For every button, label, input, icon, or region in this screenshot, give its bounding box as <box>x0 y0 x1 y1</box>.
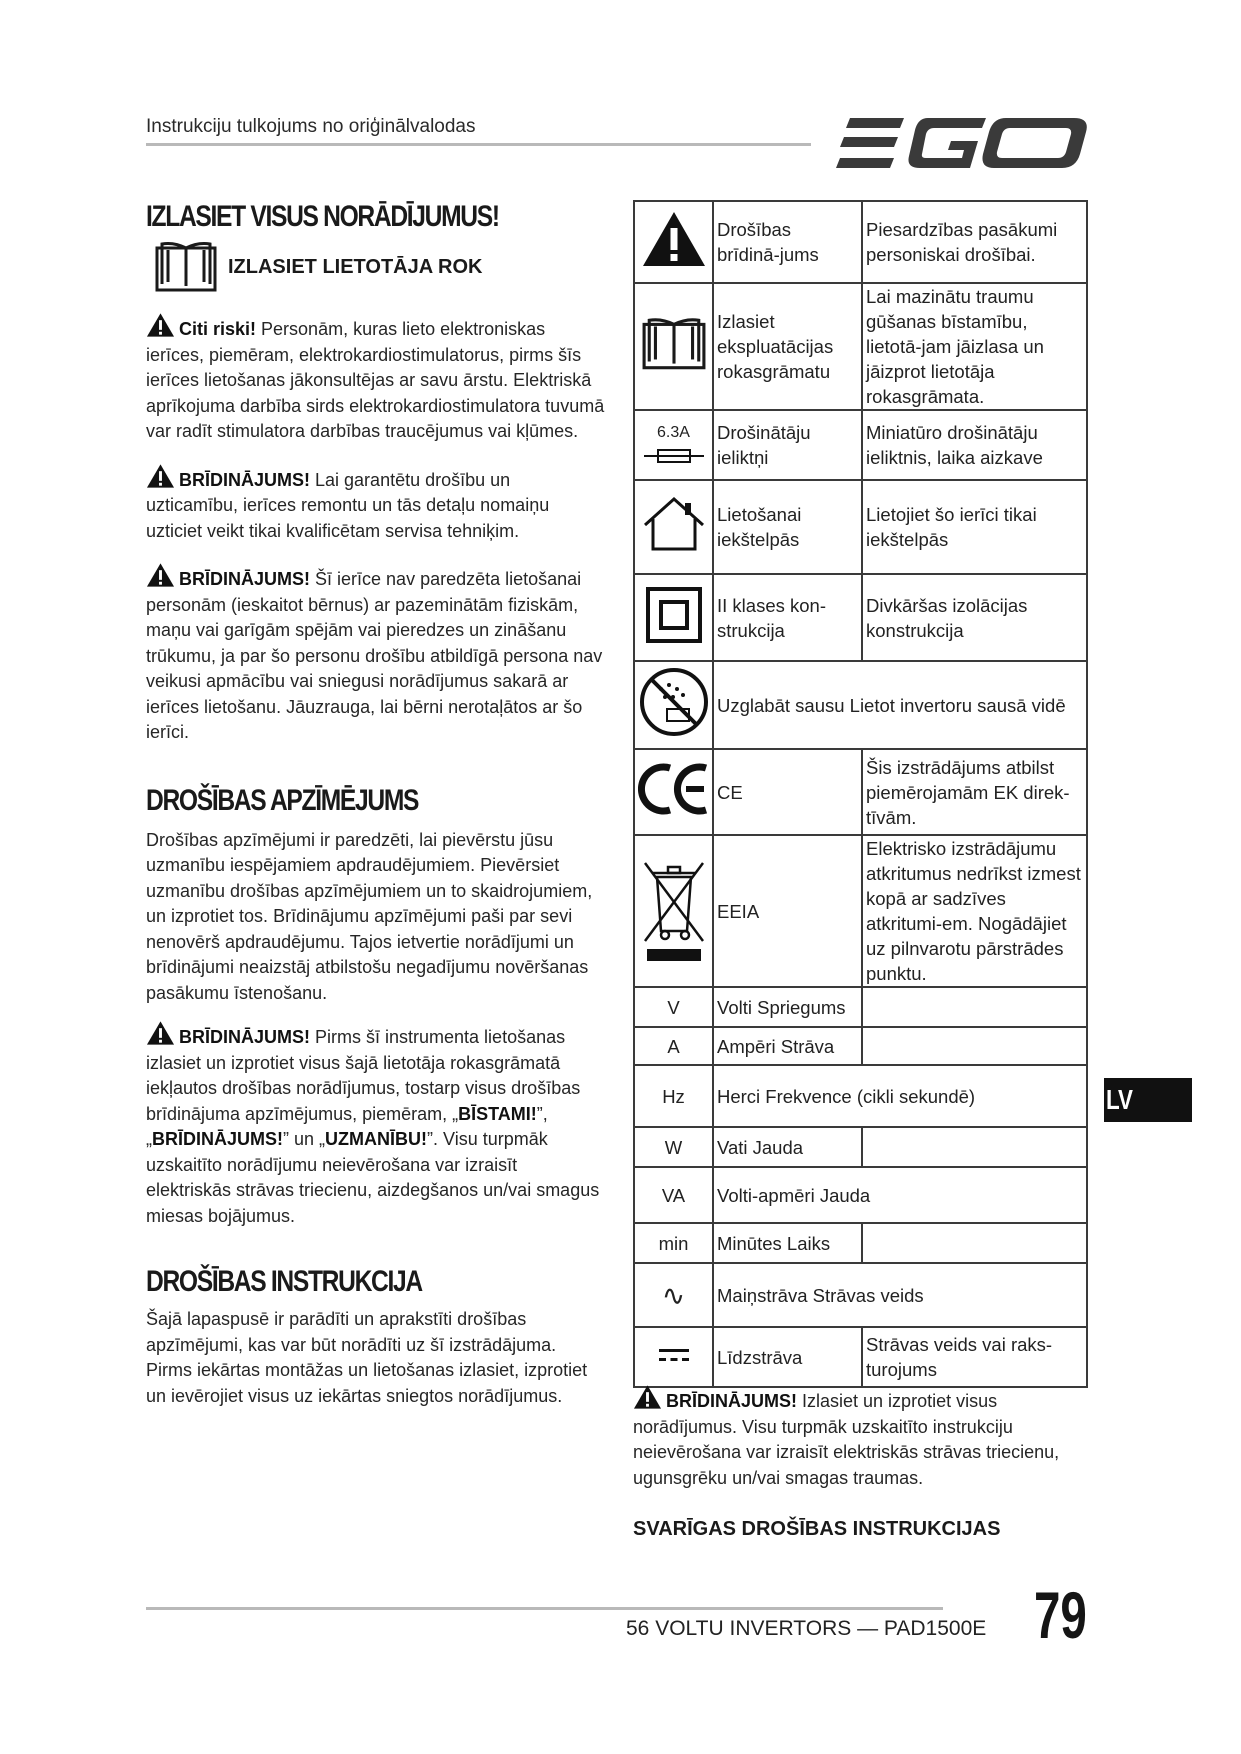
important-instructions-heading: SVARĪGAS DROŠĪBAS INSTRUKCIJAS <box>633 1518 1001 1540</box>
other-risks-title: Citi riski! <box>179 319 257 339</box>
symbol-name: II klases kon-strukcija <box>713 574 862 661</box>
table-row <box>634 835 1087 987</box>
safety-instructions-paragraph: Šajā lapaspusē ir parādīti un aprakstīti drošības apzīmējumi, kas var būt norādīti uz šī izstrādājuma. Pirms iekārtas montāžas un lietošanas izlasiet, izprotiet un ievērojiet visus uz iekārtas sniegtos norādījumus. <box>146 1309 588 1406</box>
warning-repair-text: Lai garantētu drošību un uzticamību, ierīces remontu un tās detaļu nomaiņu uzticiet veikt tikai kvalificētam servisa tehniķim. <box>146 469 550 541</box>
table-row <box>634 987 1087 1027</box>
symbol-meaning: Lai mazinātu traumu gūšanas bīstamību, lietotā-jam jāizlasa un jāizprot lietotāja rokasgrāmata. <box>862 283 1087 410</box>
warning-triangle-icon <box>146 463 175 489</box>
warning-signal-words-paragraph <box>146 1020 606 1229</box>
signal-word-danger: BĪSTAMI! <box>458 1103 537 1124</box>
language-tab <box>1104 1078 1192 1122</box>
bottom-warning-block <box>633 1384 1088 1491</box>
symbol-meaning <box>862 1127 1087 1167</box>
warning-title: BRĪDINĀJUMS! <box>179 1027 311 1047</box>
symbol-meaning <box>862 1027 1087 1065</box>
symbol-name: Volti Spriegums <box>713 987 862 1027</box>
symbol-cell: V <box>634 987 713 1027</box>
symbol-cell <box>634 749 713 835</box>
symbol-meaning: Lietojiet šo ierīci tikai iekštelpās <box>862 480 1087 574</box>
table-row <box>634 480 1087 574</box>
symbol-cell <box>634 283 713 410</box>
symbol-cell: A <box>634 1027 713 1065</box>
table-row <box>634 410 1087 480</box>
table-row <box>634 1327 1087 1387</box>
heading-safety-instructions: DROŠĪBAS INSTRUKCIJA <box>146 1265 422 1298</box>
safety-symbols-paragraph: Drošības apzīmējumi ir paredzēti, lai pievērstu jūsu uzmanību iespējamiem apdraudējumiem. Pievērsiet uzmanību drošības apzīmējumiem un to skaidrojumiem, un izprotiet tos. Brīdinājumu apzīmējumi paši par sevi nenovērš apdraudējumu. Tajos ietvertie norādījumi un brīdinājumi neaizstāj atbilstošu negadījumu novēršanas pasākumu īstenošanu. <box>146 829 593 1003</box>
symbol-cell <box>634 574 713 661</box>
page-number: 79 <box>1034 1578 1087 1652</box>
table-row <box>634 1167 1087 1223</box>
signal-word-caution: UZMANĪBU! <box>325 1129 428 1149</box>
warning-triangle-icon <box>146 562 175 588</box>
symbol-cell: VA <box>634 1167 713 1223</box>
fuse-rating: 6.3A <box>657 424 690 441</box>
symbol-meaning: Strāvas veids vai raks-turojums <box>862 1327 1087 1387</box>
ego-logo <box>836 114 1090 172</box>
warning-title: BRĪDINĀJUMS! <box>179 569 311 589</box>
class-ii-icon <box>645 586 703 644</box>
table-row <box>634 1027 1087 1065</box>
other-risks-paragraph <box>146 312 606 445</box>
warning-triangle-icon <box>641 210 707 268</box>
symbol-name: Volti-apmēri Jauda <box>713 1167 1087 1223</box>
heading-safety-symbols: DROŠĪBAS APZĪMĒJUMS <box>146 783 419 817</box>
symbol-name: Herci Frekvence (cikli sekundē) <box>713 1065 1087 1127</box>
symbol-cell <box>634 480 713 574</box>
symbol-cell: min <box>634 1223 713 1263</box>
symbol-name: Ampēri Strāva <box>713 1027 862 1065</box>
table-row <box>634 201 1087 283</box>
left-column <box>146 200 606 1409</box>
symbol-name: Izlasiet ekspluatācijas rokasgrāmatu <box>713 283 862 410</box>
symbol-name: CE <box>713 749 862 835</box>
symbol-name: Drošības brīdinā-jums <box>713 201 862 283</box>
table-row <box>634 1127 1087 1167</box>
table-row <box>634 661 1087 749</box>
dc-current-icon <box>657 1346 691 1364</box>
read-manual-label: IZLASIET LIETOTĀJA ROK <box>228 255 483 278</box>
footer-product: 56 VOLTU INVERTORS — PAD1500E <box>626 1617 987 1640</box>
warning-title: BRĪDINĀJUMS! <box>666 1391 798 1411</box>
symbol-meaning <box>862 1223 1087 1263</box>
symbol-cell: W <box>634 1127 713 1167</box>
symbol-cell <box>634 1327 713 1387</box>
symbol-meaning: Šis izstrādājums atbilst piemērojamām EK direk-tīvām. <box>862 749 1087 835</box>
symbol-cell <box>634 661 713 749</box>
symbol-cell <box>634 835 713 987</box>
symbol-meaning <box>862 987 1087 1027</box>
symbol-name: Līdzstrāva <box>713 1327 862 1387</box>
other-risks-text: Personām, kuras lieto elektroniskas ierīces, piemēram, elektrokardiostimulatorus, pirms šīs ierīces lietošanas jākonsultējas ar savu ārstu. Elektriskā aprīkojuma darbība sirds elektrokardiostimulatora tuvumā var radīt stimulatora darbības traucējumus vai kļūmes. <box>146 319 605 441</box>
table-row <box>634 1223 1087 1263</box>
manual-book-icon <box>641 316 707 372</box>
keep-dry-icon <box>639 667 709 737</box>
ce-mark-icon <box>638 762 710 816</box>
bottom-warning-paragraph <box>633 1384 1088 1491</box>
warning-text-part: ”, „ <box>146 1103 548 1149</box>
bottom-warning-text: Izlasiet un izprotiet visus norādījumus. Visu turpmāk uzskaitīto instrukciju neievērošana var izraisīt elektriskās strāvas triecienu, ugunsgrēku un/vai smagas traumas. <box>633 1391 1060 1488</box>
warning-triangle-icon <box>146 1020 175 1046</box>
table-row <box>634 1263 1087 1327</box>
warning-children-text: Šī ierīce nav paredzēta lietošanai personām (ieskaitot bērnus) ar pazeminātām fiziskām, maņu vai garīgām spējām vai pieredzes un zināšanu trūkumu, ja par šo personu drošību atbildīgā persona nav veikusi apmācību vai sniegusi norādījumus sakarā ar ierīces lietošanu. Jāuzrauga, lai bērni nerotaļātos ar šo ierīci. <box>146 569 603 742</box>
symbol-name: Vati Jauda <box>713 1127 862 1167</box>
symbol-cell <box>634 201 713 283</box>
warning-triangle-icon <box>146 312 175 338</box>
symbol-name: Maiņstrāva Strāvas veids <box>713 1263 1087 1327</box>
warning-repair-paragraph <box>146 463 606 545</box>
read-manual-row <box>154 240 606 294</box>
language-tab-label: LV <box>1106 1084 1133 1115</box>
warning-children-paragraph <box>146 562 606 746</box>
symbol-name: Minūtes Laiks <box>713 1223 862 1263</box>
symbol-name: Uzglabāt sausu Lietot invertoru sausā vidē <box>713 661 1087 749</box>
manual-book-icon <box>154 240 218 294</box>
warning-text-part: Pirms šī instrumenta lietošanas izlasiet un izprotiet visus šajā lietotāja rokasgrāmatā iekļautos drošības norādījumus, tostarp visus drošības brīdinājuma apzīmējumus, piemēram, „ <box>146 1027 581 1124</box>
ac-current-symbol: ∿ <box>634 1263 713 1327</box>
safety-symbols-table <box>633 200 1088 1388</box>
weee-bin-icon <box>643 853 705 963</box>
footer-divider <box>146 1607 943 1610</box>
warning-title: BRĪDINĀJUMS! <box>179 469 311 490</box>
header-subtitle: Instrukciju tulkojums no oriģinālvalodas <box>146 116 476 137</box>
symbol-meaning: Divkāršas izolācijas konstrukcija <box>862 574 1087 661</box>
warning-text-part: ”. Visu turpmāk uzskaitīto norādījumu neievērošana var izraisīt elektriskās strāvas triecienu, aizdegšanos un/vai smagus miesas bojājumus. <box>146 1129 600 1226</box>
heading-read-all: IZLASIET VISUS NORĀDĪJUMUS! <box>146 200 499 233</box>
table-row <box>634 574 1087 661</box>
fuse-icon <box>644 448 704 464</box>
symbol-name: Drošinātāju ieliktņi <box>713 410 862 480</box>
table-row <box>634 1065 1087 1127</box>
table-row <box>634 283 1087 410</box>
symbol-meaning: Piesardzības pasākumi personiskai drošībai. <box>862 201 1087 283</box>
signal-word-warning: BRĪDINĀJUMS! <box>152 1129 284 1149</box>
warning-text-part: ” un „ <box>283 1129 326 1149</box>
symbol-cell: Hz <box>634 1065 713 1127</box>
symbol-meaning: Elektrisko izstrādājumu atkritumus nedrīkst izmest kopā ar sadzīves atkritumi-em. Nogādājiet uz pilnvarotu pārstrādes punktu. <box>862 835 1087 987</box>
symbol-meaning: Miniatūro drošinātāju ieliktnis, laika aizkave <box>862 410 1087 480</box>
table-row <box>634 749 1087 835</box>
warning-triangle-icon <box>633 1384 662 1410</box>
symbol-name: EEIA <box>713 835 862 987</box>
header-divider <box>146 143 811 146</box>
symbol-cell <box>634 410 713 480</box>
house-icon <box>641 495 707 553</box>
symbol-name: Lietošanai iekštelpās <box>713 480 862 574</box>
